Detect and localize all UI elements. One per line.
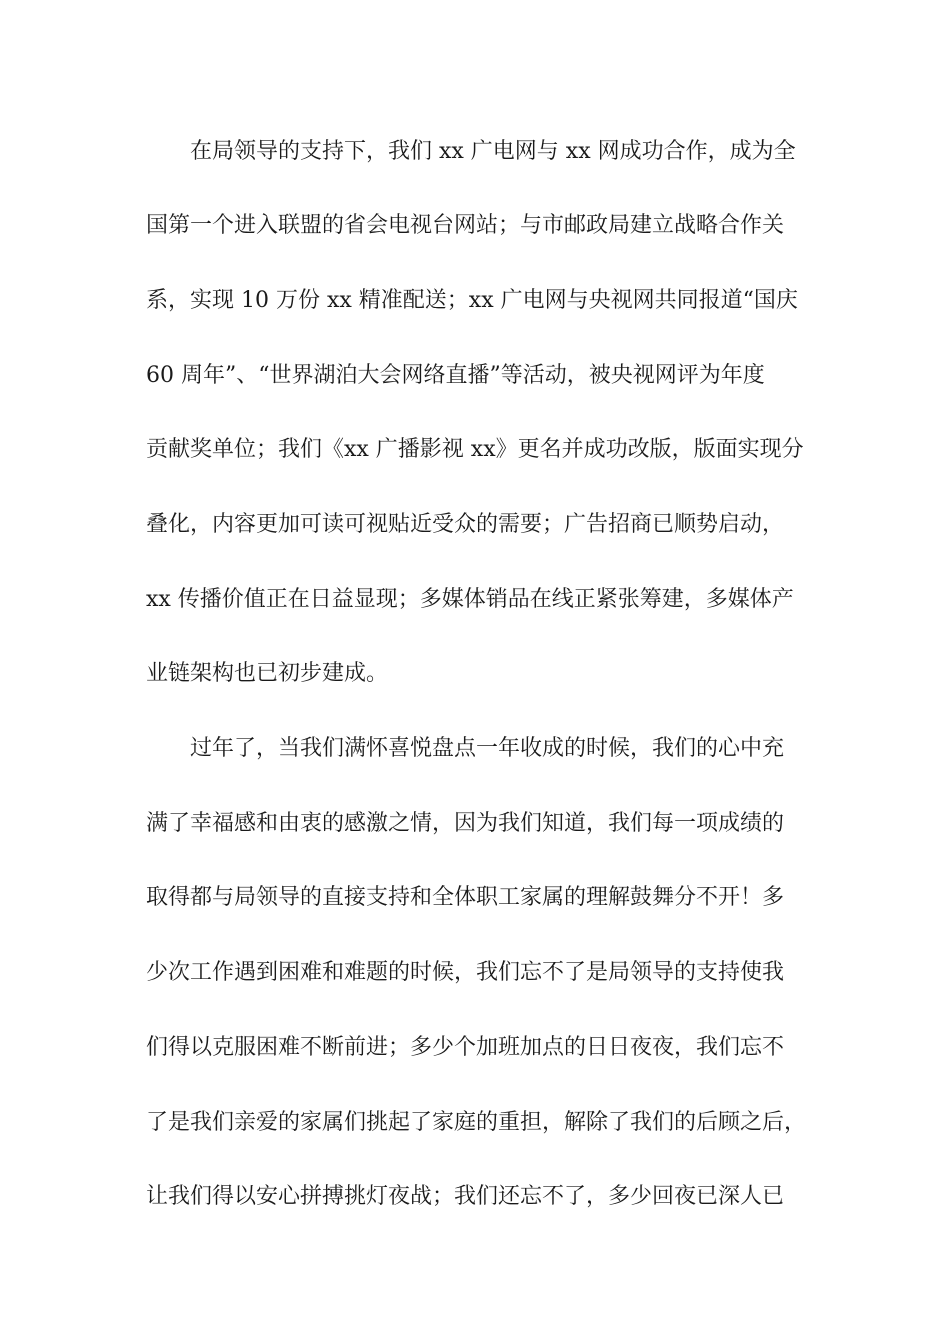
paragraph-line: 少次工作遇到困难和难题的时候，我们忘不了是局领导的支持使我 (146, 960, 785, 985)
paragraph-line: 业链架构也已初步建成。 (146, 661, 389, 686)
paragraph-line: 满了幸福感和由衷的感激之情，因为我们知道，我们每一项成绩的 (146, 811, 785, 836)
paragraph-line: xx 传播价值正在日益显现；多媒体销品在线正紧张筹建，多媒体产 (146, 587, 794, 612)
paragraph-line: 国第一个进入联盟的省会电视台网站；与市邮政局建立战略合作关 (146, 213, 785, 238)
paragraph-line: 们得以克服困难不断前进；多少个加班加点的日日夜夜，我们忘不 (146, 1035, 785, 1060)
paragraph-line: 60 周年”、“世界湖泊大会网络直播”等活动，被央视网评为年度 (146, 363, 765, 388)
paragraph-line: 取得都与局领导的直接支持和全体职工家属的理解鼓舞分不开！多 (146, 885, 785, 910)
paragraph-line: 在局领导的支持下，我们 xx 广电网与 xx 网成功合作，成为全 (190, 139, 796, 164)
paragraph-line: 贡献奖单位；我们《xx 广播影视 xx》更名并成功改版，版面实现分 (146, 437, 804, 462)
paragraph-line: 叠化，内容更加可读可视贴近受众的需要；广告招商已顺势启动， (146, 512, 785, 537)
paragraph-line: 让我们得以安心拼搏挑灯夜战；我们还忘不了，多少回夜已深人已 (146, 1184, 785, 1209)
paragraph-line: 了是我们亲爱的家属们挑起了家庭的重担，解除了我们的后顾之后， (146, 1110, 807, 1135)
paragraph-line: 系，实现 10 万份 xx 精准配送；xx 广电网与央视网共同报道“国庆 (146, 288, 798, 313)
paragraph-line: 过年了，当我们满怀喜悦盘点一年收成的时候，我们的心中充 (190, 736, 785, 761)
